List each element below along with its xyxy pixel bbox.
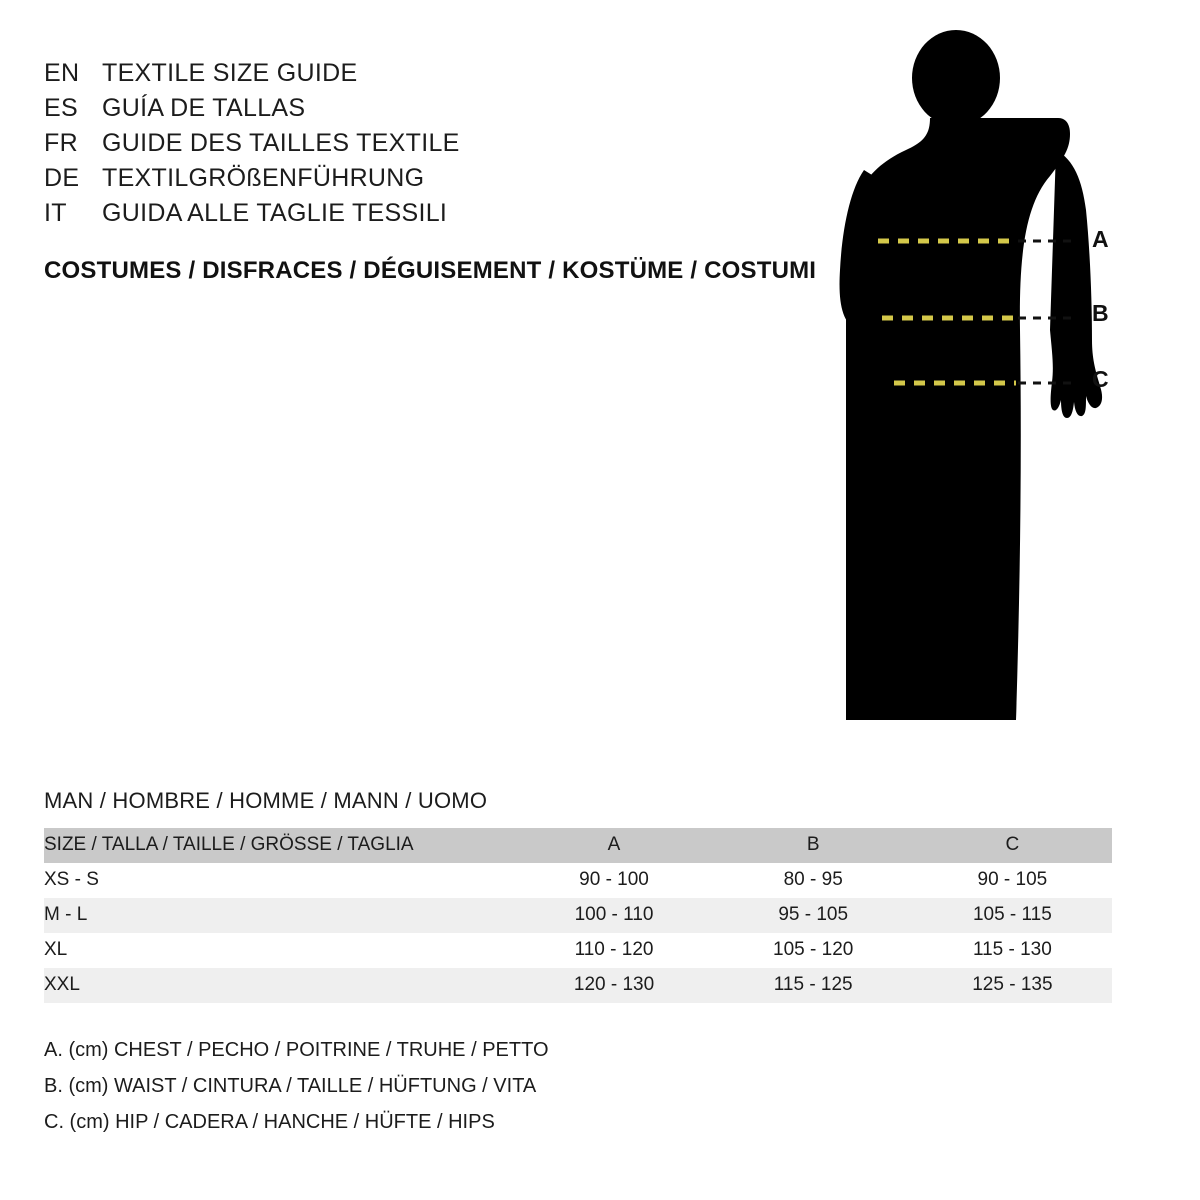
language-title: TEXTILE SIZE GUIDE [102, 59, 358, 87]
cell-size: XL [44, 939, 68, 960]
language-title: GUIDA ALLE TAGLIE TESSILI [102, 199, 448, 227]
cell-waist: 105 - 120 [773, 939, 854, 960]
language-row [44, 56, 844, 91]
column-header-b: B [806, 834, 820, 855]
table-row [44, 863, 1112, 898]
language-title: GUÍA DE TALLAS [102, 94, 306, 122]
table-heading-man: MAN / HOMBRE / HOMME / MANN / UOMO [44, 788, 488, 813]
language-code: DE [44, 164, 80, 192]
table-row [44, 933, 1112, 968]
cell-hip: 125 - 135 [972, 974, 1053, 995]
cell-hip: 90 - 105 [977, 869, 1048, 890]
cell-waist: 115 - 125 [773, 974, 853, 995]
table-row [44, 968, 1112, 1003]
legend-line-b: B. (cm) WAIST / CINTURA / TAILLE / HÜFTUNG / VITA [44, 1075, 537, 1097]
cell-waist: 95 - 105 [778, 904, 849, 925]
language-row [44, 196, 844, 231]
language-row [44, 161, 844, 196]
language-row [44, 91, 844, 126]
language-code: EN [44, 59, 80, 87]
body-silhouette-icon [820, 30, 1180, 740]
cell-hip: 115 - 130 [972, 939, 1052, 960]
language-code: IT [44, 199, 67, 227]
cell-hip: 105 - 115 [972, 904, 1052, 925]
measure-label-a: A [1092, 226, 1109, 252]
language-code: ES [44, 94, 78, 122]
legend-line-a: A. (cm) CHEST / PECHO / POITRINE / TRUHE / PETTO [44, 1039, 549, 1061]
measure-label-c: C [1092, 366, 1109, 392]
cell-size: XXL [44, 974, 80, 995]
table-header-row [44, 828, 1112, 863]
costumes-subtitle: COSTUMES / DISFRACES / DÉGUISEMENT / KOSTÜME / COSTUMI [44, 257, 817, 284]
language-title: TEXTILGRÖßENFÜHRUNG [102, 164, 425, 192]
measure-label-b: B [1092, 300, 1109, 326]
size-table [44, 828, 1112, 1003]
column-header-a: A [607, 834, 621, 855]
cell-chest: 110 - 120 [574, 939, 654, 960]
body-figure-diagram [820, 30, 1180, 740]
table-header [44, 828, 1112, 863]
cell-size: XS - S [44, 869, 99, 890]
language-code: FR [44, 129, 78, 157]
language-title-block [44, 56, 844, 285]
column-header-c: C [1005, 834, 1020, 855]
table-row [44, 898, 1112, 933]
cell-chest: 120 - 130 [573, 974, 655, 995]
measurement-legend [44, 1032, 549, 1140]
cell-size: M - L [44, 904, 88, 925]
cell-chest: 100 - 110 [574, 904, 654, 925]
cell-chest: 90 - 100 [579, 869, 649, 890]
table-body [44, 863, 1112, 1003]
column-header-size: SIZE / TALLA / TAILLE / GRÖSSE / TAGLIA [44, 834, 414, 855]
language-title: GUIDE DES TAILLES TEXTILE [102, 129, 460, 157]
legend-line-c: C. (cm) HIP / CADERA / HANCHE / HÜFTE / HIPS [44, 1111, 495, 1133]
cell-waist: 80 - 95 [783, 869, 843, 890]
size-table-section [44, 788, 1154, 1003]
language-row [44, 126, 844, 161]
